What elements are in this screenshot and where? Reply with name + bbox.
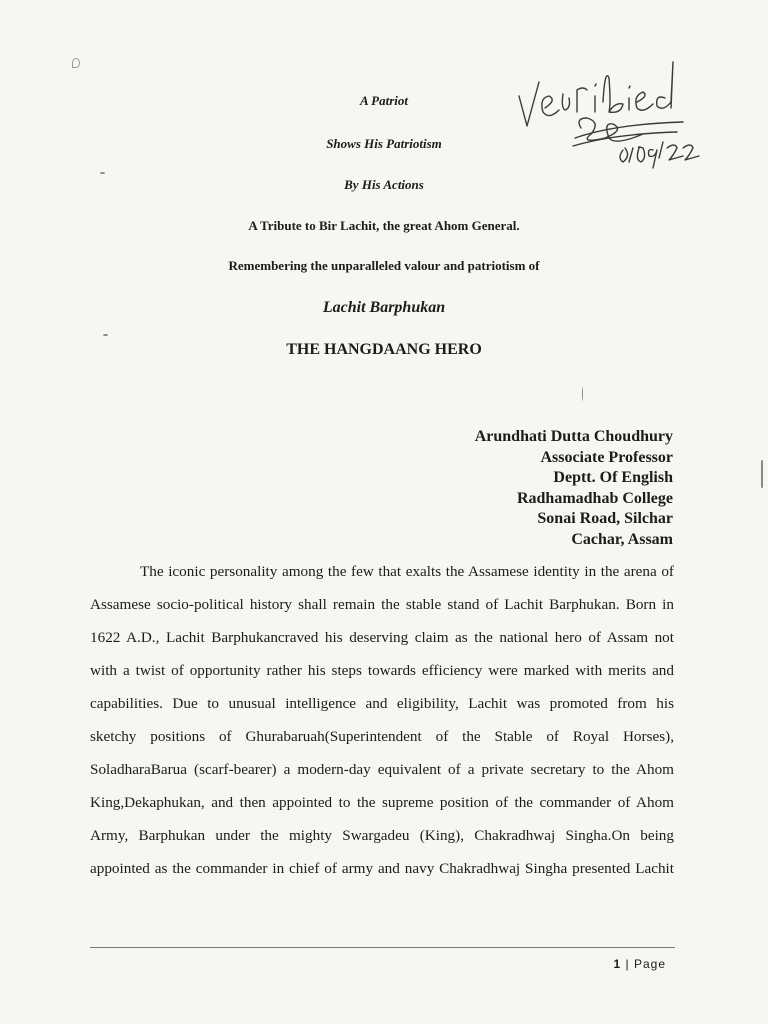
footer-separator: | <box>625 957 630 971</box>
body-line: sketchy positions of Ghurabaruah(Superintendent of the Stable of Royal Horses), <box>90 728 674 745</box>
body-line: SoladharaBarua (scarf-bearer) a modern-day equivalent of a private secretary to the Ahom <box>90 761 674 778</box>
page-number: 1 <box>613 957 622 971</box>
hero-name: Lachit Barphukan <box>322 299 446 316</box>
author-district: Cachar, Assam <box>571 530 673 548</box>
body-line: Army, Barphukan under the mighty Swargadeu (King), Chakradhwaj Singha.On being <box>90 827 674 844</box>
author-title: Associate Professor <box>540 448 673 466</box>
body-line: appointed as the commander in chief of army and navy Chakradhwaj Singha presented Lachit <box>90 860 674 877</box>
scan-speck <box>100 172 105 174</box>
page-footer <box>613 957 666 971</box>
author-block <box>475 427 673 550</box>
scan-speck <box>72 58 80 68</box>
body-line: with a twist of opportunity rather his steps towards efficiency were marked with merits and <box>90 662 674 679</box>
page-label: Page <box>633 957 666 971</box>
body-line: capabilities. Due to unusual intelligence and eligibility, Lachit was promoted from his <box>90 695 674 712</box>
scan-speck <box>103 334 108 336</box>
hero-title: THE HANGDAANG HERO <box>286 341 482 358</box>
author-college: Radhamadhab College <box>516 489 673 507</box>
author-department: Deptt. Of English <box>553 469 673 486</box>
title-line-1: A Patriot <box>359 93 409 108</box>
body-line: King,Dekaphukan, and then appointed to the supreme position of the commander of Ahom <box>90 794 674 811</box>
title-line-3: By His Actions <box>344 177 424 192</box>
author-road: Sonai Road, Silchar <box>537 510 673 527</box>
scan-speck <box>582 387 583 401</box>
body-line: Assamese socio-political history shall remain the stable stand of Lachit Barphukan. Born in <box>90 596 674 613</box>
scan-speck <box>761 460 763 488</box>
remembering-line: Remembering the unparalleled valour and patriotism of <box>228 258 540 273</box>
author-name: Arundhati Dutta Choudhury <box>474 428 673 445</box>
tribute-line: A Tribute to Bir Lachit, the great Ahom General. <box>248 218 520 233</box>
footer-divider <box>90 947 675 948</box>
title-line-2: Shows His Patriotism <box>326 136 442 151</box>
body-line: The iconic personality among the few that exalts the Assamese identity in the arena of <box>140 563 674 580</box>
handwritten-verification-signature <box>505 38 700 173</box>
body-line: 1622 A.D., Lachit Barphukancraved his deserving claim as the national hero of Assam not <box>90 629 674 646</box>
